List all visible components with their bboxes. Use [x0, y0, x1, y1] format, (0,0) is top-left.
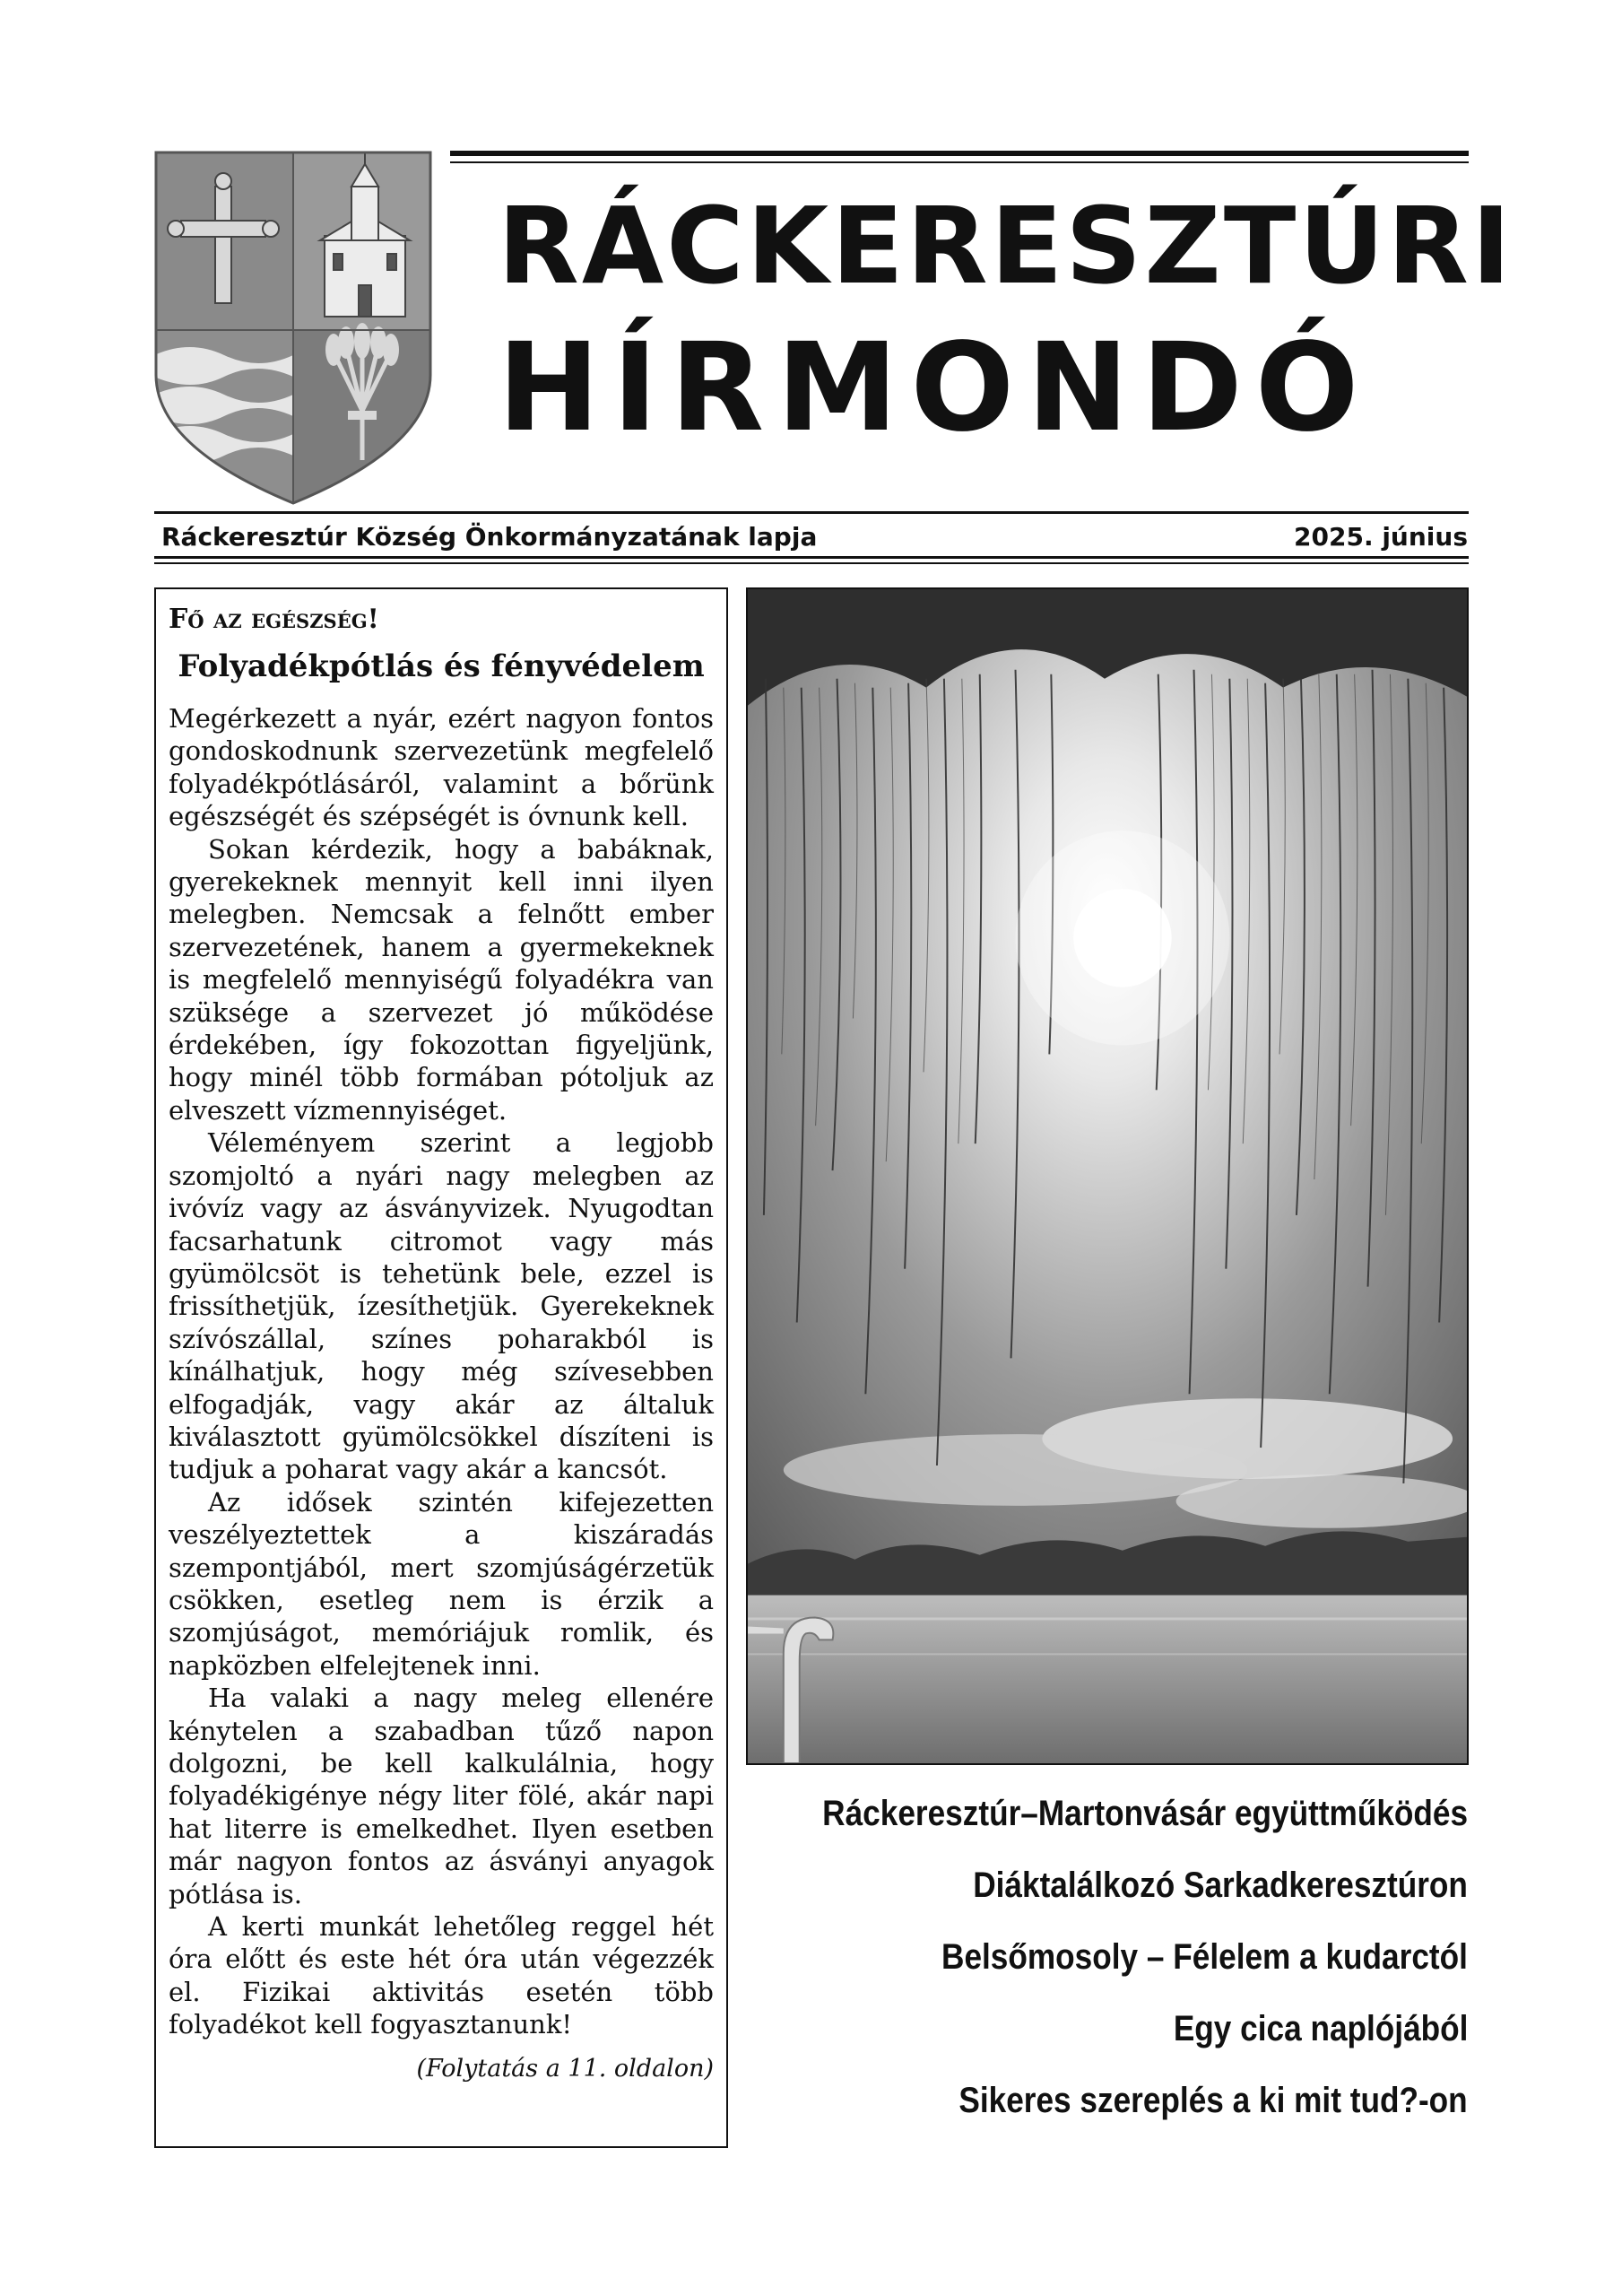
- article-paragraph: Ha valaki a nagy meleg ellenére kénytelen a szabadban tűző napon dolgozni, be kell kalkulálnia, hogy folyadékigénye négy liter fölé, akár napi hat literre is emelkedhet. Ilyen esetben már nagyon fontos az ásványi anyagok pótlása is.: [169, 1683, 714, 1909]
- masthead-subtitle: Ráckeresztúr Község Önkormányzatának lapja: [161, 522, 818, 552]
- subtitle-bottom-rule-thin: [154, 562, 1469, 564]
- teaser-headline[interactable]: Ráckeresztúr–Martonvásár együttműködés: [822, 1794, 1468, 1833]
- article-paragraph: Megérkezett a nyár, ezért nagyon fontos gondoskodnunk szervezetünk megfelelő folyadékpótlásáról, valamint a bőrünk egészségét és szépségét is óvnunk kell.: [169, 703, 714, 832]
- health-article: [154, 587, 728, 2148]
- masthead-title-line1: RÁCKERESZTÚRI: [498, 184, 1514, 308]
- article-paragraph: Sokan kérdezik, hogy a babáknak, gyerekeknek mennyit kell inni ilyen melegben. Nemcsak a felnőtt ember szervezetének, hanem a gyermekeknek is megfelelő mennyiségű folyadékra van szüksége a szervezet jó működése érdekében, így fokozottan figyeljünk, hogy minél több formában pótoljuk az elveszett vízmennyiséget.: [169, 833, 714, 1126]
- article-paragraph: Az idősek szintén kifejezetten veszélyeztettek a kiszáradás szempontjából, mert szomjúságérzetük csökken, esetleg nem is érzik a szomjúságot, memóriájuk romlik, és napközben elfelejtenek inni.: [169, 1486, 714, 1681]
- teaser-headline[interactable]: Egy cica naplójából: [1173, 2009, 1468, 2048]
- teaser-headline[interactable]: Belsőmosoly – Félelem a kudarctól: [941, 1937, 1468, 1977]
- masthead-top-rule-thick: [450, 151, 1469, 156]
- article-kicker: Fő az egészség!: [169, 604, 379, 635]
- coat-of-arms-icon: [154, 151, 432, 505]
- article-paragraph: Véleményem szerint a legjobb szomjoltó a nyári nagy melegben az ivóvíz vagy az ásványvizek. Nyugodtan facsarhatunk citromot vagy más gyümölcsöt is tehetünk bele, ezzel is frissíthetjük, ízesíthetjük. Gyerekeknek szívószállal, színes poharakból is kínálhatjuk, hogy még szívesebben elfogadják, vagy akár az általuk kiválasztott gyümölcsökkel díszíteni is tudjuk a poharat vagy akár a kancsót.: [169, 1127, 714, 1485]
- willow-lake-sunset-photo: [746, 587, 1469, 1765]
- subtitle-bottom-rule-thick: [154, 556, 1469, 559]
- subtitle-top-rule: [154, 511, 1469, 514]
- issue-date: 2025. június: [1294, 522, 1468, 552]
- masthead-title-line2: HÍRMONDÓ: [498, 317, 1372, 459]
- article-headline: Folyadékpótlás és fényvédelem: [178, 648, 705, 684]
- article-paragraph: A kerti munkát lehetőleg reggel hét óra előtt és este hét óra után végezzék el. Fizikai aktivitás esetén több folyadékot kell fogyasztanunk!: [169, 1911, 714, 2040]
- masthead-top-rule-thin: [450, 161, 1469, 163]
- teaser-headline[interactable]: Sikeres szereplés a ki mit tud?-on: [958, 2081, 1468, 2120]
- article-continuation: (Folytatás a 11. oldalon): [416, 2054, 714, 2083]
- teaser-headline[interactable]: Diáktalálkozó Sarkadkeresztúron: [973, 1866, 1468, 1905]
